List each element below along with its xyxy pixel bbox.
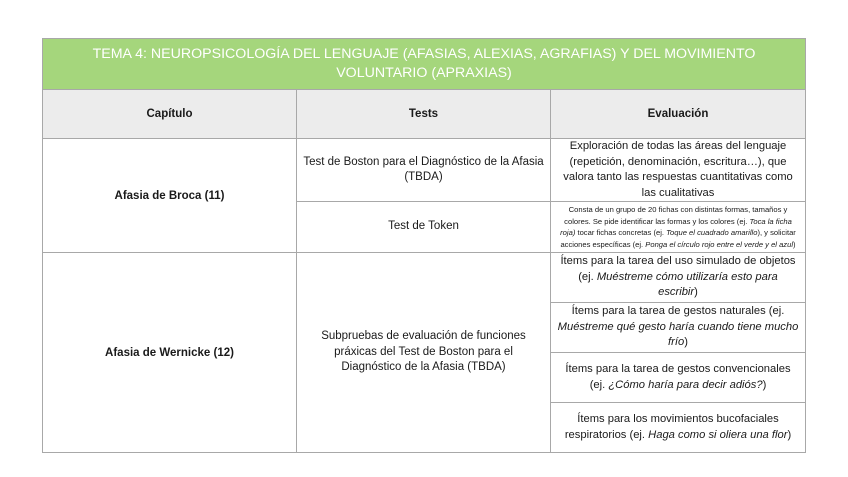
- chapter-broca: Afasia de Broca (11): [43, 139, 297, 253]
- apraxia-aphasia-table: [42, 38, 806, 453]
- test-boston: Test de Boston para el Diagnóstico de la Afasia (TBDA): [297, 139, 551, 202]
- header-tests: Tests: [297, 90, 551, 139]
- chapter-wernicke: Afasia de Wernicke (12): [43, 253, 297, 453]
- table-title: TEMA 4: NEUROPSICOLOGÍA DEL LENGUAJE (AFASIAS, ALEXIAS, AGRAFIAS) Y DEL MOVIMIENTO VOLUNTARIO (APRAXIAS): [43, 39, 806, 90]
- test-boston-praxis: Subpruebas de evaluación de funciones práxicas del Test de Boston para el Diagnóstico de la Afasia (TBDA): [297, 253, 551, 453]
- evaluation-boston: Exploración de todas las áreas del lenguaje (repetición, denominación, escritura…), que valora tanto las respuestas cuantitativas como las cualitativas: [551, 139, 806, 202]
- evaluation-item: Ítems para la tarea del uso simulado de objetos (ej. Muéstreme cómo utilizaría esto para escribir): [551, 253, 806, 303]
- evaluation-item: Ítems para la tarea de gestos convencionales (ej. ¿Cómo haría para decir adiós?): [551, 353, 806, 403]
- evaluation-token: Consta de un grupo de 20 fichas con distintas formas, tamaños y colores. Se pide identificar las formas y los colores (ej. Toca la ficha roja) tocar fichas concretas (ej. Toque el cuadrado amarillo), y solicitar acciones específicas (ej. Ponga el círculo rojo entre el verde y el azul): [551, 202, 806, 253]
- test-token: Test de Token: [297, 202, 551, 253]
- header-evaluation: Evaluación: [551, 90, 806, 139]
- evaluation-item: Ítems para los movimientos bucofaciales respiratorios (ej. Haga como si oliera una flor): [551, 403, 806, 453]
- header-chapter: Capítulo: [43, 90, 297, 139]
- evaluation-item: Ítems para la tarea de gestos naturales (ej. Muéstreme qué gesto haría cuando tiene mucho frío): [551, 303, 806, 353]
